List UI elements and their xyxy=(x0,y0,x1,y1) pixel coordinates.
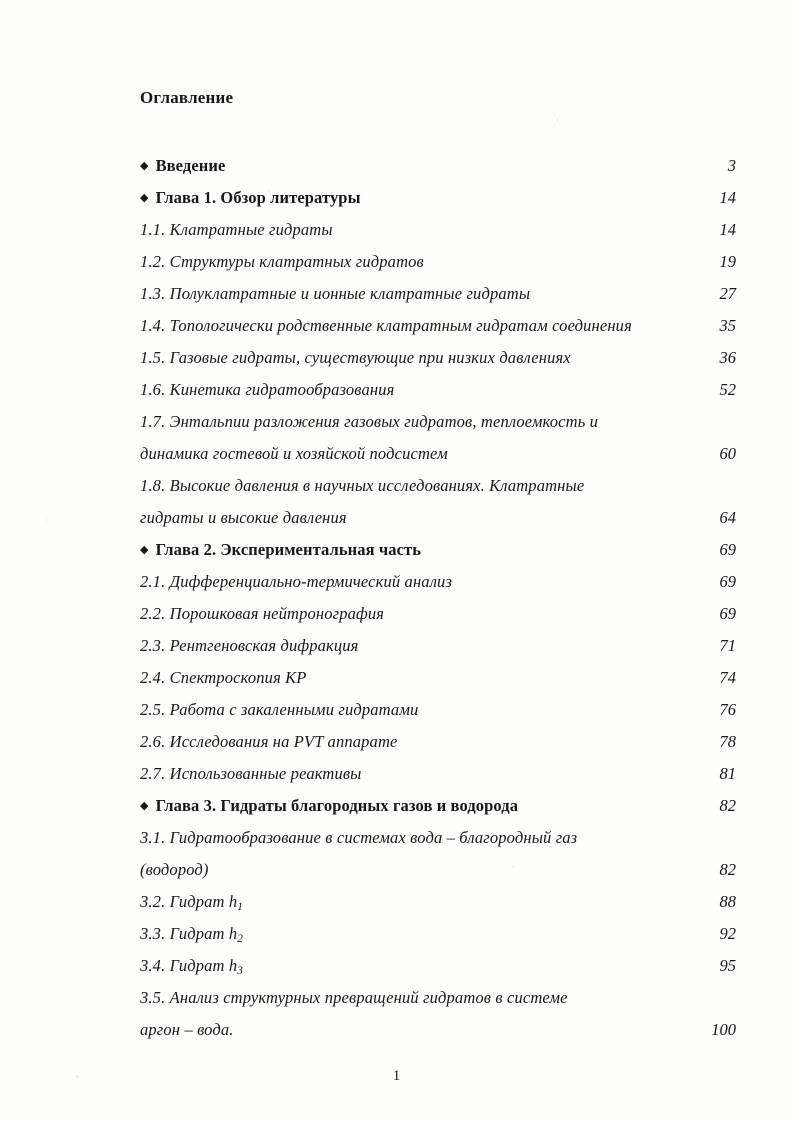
toc-entry-label: ◆ Глава 1. Обзор литературы xyxy=(140,182,361,214)
toc-entry-label: ◆ Глава 3. Гидраты благородных газов и водорода xyxy=(140,790,518,822)
toc-page-number: 64 xyxy=(719,508,736,527)
scan-speckle xyxy=(556,119,558,121)
toc-page-number: 71 xyxy=(719,636,736,655)
toc-section-row[interactable] xyxy=(140,854,740,886)
toc-page-number: 95 xyxy=(719,956,736,975)
toc-entry-label: 2.5. Работа с закаленными гидратами xyxy=(140,700,419,719)
subscript: 2 xyxy=(237,933,244,946)
toc-entry-label: 2.4. Спектроскопия КР xyxy=(140,668,307,687)
scan-speckle xyxy=(46,519,48,521)
toc-entry-label: 2.6. Исследования на PVT аппарате xyxy=(140,732,398,751)
toc-section-row[interactable] xyxy=(140,662,740,694)
toc-entry-label: 3.1. Гидратообразование в системах вода – благородный газ xyxy=(140,828,578,847)
toc-section-row[interactable] xyxy=(140,918,740,950)
toc-section-row[interactable] xyxy=(140,758,740,790)
toc-entry-label: 2.3. Рентгеновская дифракция xyxy=(140,636,359,655)
toc-entry-label: ◆ Введение xyxy=(140,150,225,182)
toc-entry-label: 2.7. Использованные реактивы xyxy=(140,764,362,783)
toc-section-row[interactable] xyxy=(140,566,740,598)
toc-entry-label: гидраты и высокие давления xyxy=(140,508,347,527)
toc-page-number: 76 xyxy=(719,700,736,719)
toc-page-number: 74 xyxy=(719,668,736,687)
toc-section-row[interactable] xyxy=(140,278,740,310)
page-title: Оглавление xyxy=(140,88,234,107)
toc-chapter-row[interactable] xyxy=(140,534,740,566)
toc-section-row[interactable] xyxy=(140,214,740,246)
toc-page-number: 27 xyxy=(719,284,736,303)
toc-page-number: 78 xyxy=(719,732,736,751)
toc-page-number: 100 xyxy=(711,1020,736,1039)
toc-page-number: 3 xyxy=(727,156,736,175)
toc-entry-label: аргон – вода. xyxy=(140,1020,234,1039)
toc-section-row[interactable] xyxy=(140,502,740,534)
toc-entry-label: (водород) xyxy=(140,860,209,879)
toc-page-number: 69 xyxy=(719,604,736,623)
toc-section-row[interactable] xyxy=(140,246,740,278)
toc-chapter-row[interactable] xyxy=(140,182,740,214)
toc-section-row[interactable] xyxy=(140,694,740,726)
toc-entry-label: 1.6. Кинетика гидратообразования xyxy=(140,380,395,399)
toc-entry-label: 1.7. Энтальпии разложения газовых гидратов, теплоемкость и xyxy=(140,412,599,431)
toc-section-row[interactable] xyxy=(140,886,740,918)
toc-entry-label: 1.1. Клатратные гидраты xyxy=(140,220,333,239)
toc-page-number: 14 xyxy=(719,220,736,239)
toc-page-number: 69 xyxy=(719,572,736,591)
toc-section-row[interactable] xyxy=(140,310,740,342)
toc-entry-label: 2.1. Дифференциально-термический анализ xyxy=(140,572,453,591)
toc-section-row[interactable] xyxy=(140,374,740,406)
toc-entry-label: ◆ Глава 2. Экспериментальная часть xyxy=(140,534,421,566)
toc-entry-label: динамика гостевой и хозяйской подсистем xyxy=(140,444,448,463)
toc-entry-label: 1.3. Полуклатратные и ионные клатратные гидраты xyxy=(140,284,531,303)
toc-page-number: 36 xyxy=(719,348,736,367)
toc-section-row[interactable] xyxy=(140,950,740,982)
diamond-bullet-icon: ◆ xyxy=(140,160,149,172)
toc-entry-label: 3.2. Гидрат $h_1$ xyxy=(140,892,244,914)
subscript: 1 xyxy=(237,901,244,914)
toc-chapter-row[interactable] xyxy=(140,790,740,822)
toc-section-row[interactable] xyxy=(140,406,740,438)
toc-section-row[interactable] xyxy=(140,982,740,1014)
toc-entry-label: 3.4. Гидрат $h_3$ xyxy=(140,956,244,978)
toc-section-row[interactable] xyxy=(140,822,740,854)
toc-section-row[interactable] xyxy=(140,438,740,470)
toc-page-number: 82 xyxy=(719,860,736,879)
toc-entry-label: 3.5. Анализ структурных превращений гидратов в системе xyxy=(140,988,568,1007)
toc-entry-label: 1.5. Газовые гидраты, существующие при низких давлениях xyxy=(140,348,571,367)
toc-section-row[interactable] xyxy=(140,630,740,662)
toc-page-number: 88 xyxy=(719,892,736,911)
toc-page-number: 92 xyxy=(719,924,736,943)
diamond-bullet-icon: ◆ xyxy=(140,800,149,812)
toc-section-row[interactable] xyxy=(140,1014,740,1046)
toc-entry-label: 3.3. Гидрат $h_2$ xyxy=(140,924,244,946)
diamond-bullet-icon: ◆ xyxy=(140,544,149,556)
toc-page-number: 81 xyxy=(719,764,736,783)
toc-page-number: 60 xyxy=(719,444,736,463)
toc-section-row[interactable] xyxy=(140,470,740,502)
toc-entry-label: 2.2. Порошковая нейтронография xyxy=(140,604,385,623)
folio-page-number: 1 xyxy=(392,1068,401,1084)
table-of-contents xyxy=(140,150,740,1046)
toc-section-row[interactable] xyxy=(140,598,740,630)
subscript: 3 xyxy=(237,965,244,978)
toc-page-number: 52 xyxy=(719,380,736,399)
toc-page-number: 19 xyxy=(719,252,736,271)
toc-entry-label: 1.8. Высокие давления в научных исследованиях. Клатратные xyxy=(140,476,585,495)
toc-page-number: 35 xyxy=(719,316,736,335)
toc-chapter-row[interactable] xyxy=(140,150,740,182)
toc-section-row[interactable] xyxy=(140,342,740,374)
toc-entry-label: 1.4. Топологически родственные клатратным гидратам соединения xyxy=(140,316,632,335)
toc-page-number: 69 xyxy=(719,540,736,559)
toc-page-number: 14 xyxy=(719,188,736,207)
toc-entry-label: 1.2. Структуры клатратных гидратов xyxy=(140,252,424,271)
toc-section-row[interactable] xyxy=(140,726,740,758)
diamond-bullet-icon: ◆ xyxy=(140,192,149,204)
toc-page-number: 82 xyxy=(719,796,736,815)
